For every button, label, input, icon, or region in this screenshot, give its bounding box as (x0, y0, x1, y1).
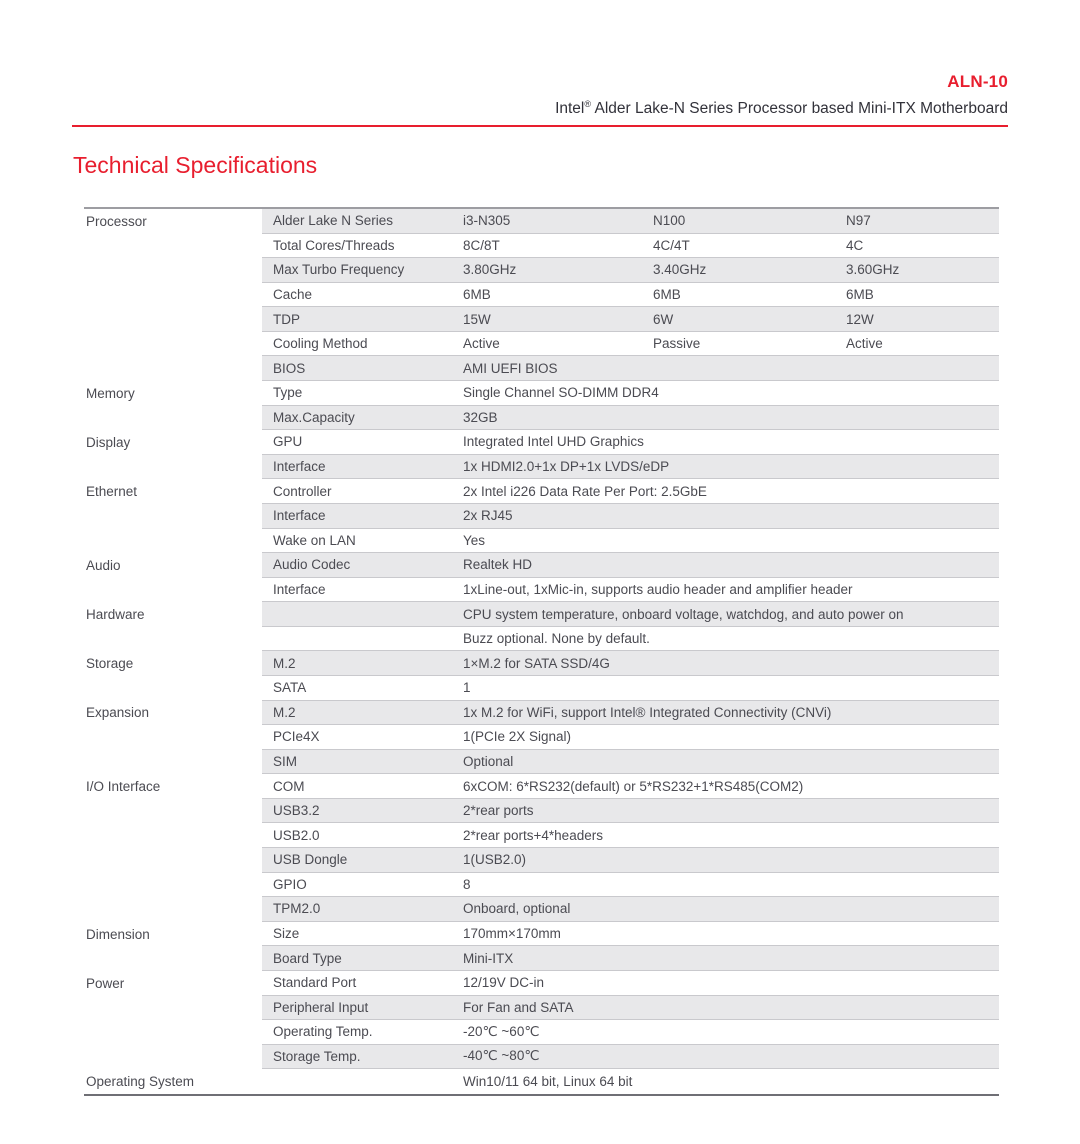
category-label (84, 356, 262, 381)
spec-item-label: Interface (273, 459, 326, 475)
spec-row-content (262, 234, 999, 259)
category-label: Hardware (84, 602, 262, 627)
category-label: Operating System (84, 1069, 262, 1094)
spec-values (455, 1045, 999, 1069)
spec-values (455, 823, 999, 847)
spec-value: 8 (463, 876, 471, 892)
spec-value: 3.60GHz (846, 262, 900, 278)
spec-value: Active (846, 336, 883, 352)
spec-item-label: SATA (273, 680, 307, 696)
category-label (84, 996, 262, 1021)
spec-item-label: Standard Port (273, 975, 357, 991)
spec-row (84, 578, 999, 603)
spec-row-content (262, 529, 999, 554)
spec-item-label: TPM2.0 (273, 901, 321, 917)
spec-value: N100 (653, 213, 686, 229)
spec-item-label: Audio Codec (273, 557, 351, 573)
spec-row (84, 332, 999, 357)
spec-row (84, 1069, 999, 1094)
spec-row-content (262, 627, 999, 652)
spec-row (84, 553, 999, 578)
spec-item-label (262, 602, 455, 626)
spec-value: 1x M.2 for WiFi, support Intel® Integrated Connectivity (CNVi) (463, 704, 832, 720)
spec-row (84, 381, 999, 406)
spec-item-label: USB3.2 (273, 803, 320, 819)
spec-item-label: Operating Temp. (273, 1024, 373, 1040)
spec-row (84, 602, 999, 627)
spec-values (455, 701, 999, 725)
spec-row-content (262, 725, 999, 750)
spec-value: 2*rear ports (463, 803, 534, 819)
spec-item-label: Storage Temp. (273, 1048, 361, 1064)
spec-row-content (262, 651, 999, 676)
spec-row-content (262, 873, 999, 898)
spec-item-label: Cache (273, 287, 313, 303)
spec-item-label: M.2 (273, 704, 296, 720)
spec-value: Passive (653, 336, 701, 352)
spec-value: AMI UEFI BIOS (463, 360, 558, 376)
header-divider (72, 125, 1008, 127)
spec-row (84, 1020, 999, 1045)
spec-row (84, 209, 999, 234)
spec-value: 1(USB2.0) (463, 852, 527, 868)
spec-row-content (262, 946, 999, 971)
category-label (84, 504, 262, 529)
spec-value: 4C/4T (653, 237, 690, 253)
category-label (84, 1045, 262, 1070)
category-label (84, 578, 262, 603)
spec-row-content (262, 332, 999, 357)
spec-item-label: USB Dongle (273, 852, 348, 868)
spec-item-label: GPU (273, 434, 303, 450)
spec-row-content (262, 848, 999, 873)
spec-row-content (262, 307, 999, 332)
spec-row-content (262, 1069, 999, 1094)
spec-value: 6MB (846, 287, 874, 303)
spec-value: Mini-ITX (463, 950, 514, 966)
spec-row-content (262, 922, 999, 947)
spec-item-label: COM (273, 778, 305, 794)
spec-value: Buzz optional. None by default. (463, 631, 650, 647)
spec-item-label (262, 1069, 455, 1094)
page-title: Technical Specifications (73, 152, 318, 178)
document-subtitle (555, 99, 1008, 118)
spec-row (84, 676, 999, 701)
spec-row-content (262, 553, 999, 578)
spec-row (84, 430, 999, 455)
spec-item-label: SIM (273, 754, 298, 769)
spec-value: 1 (463, 680, 471, 696)
category-label (84, 750, 262, 775)
spec-value: Realtek HD (463, 557, 533, 573)
spec-values (455, 234, 999, 258)
spec-values (455, 406, 999, 430)
spec-row-content (262, 750, 999, 775)
spec-item-label: Size (273, 926, 300, 942)
spec-row-content (262, 381, 999, 406)
spec-value: 6W (653, 311, 674, 327)
spec-value: Integrated Intel UHD Graphics (463, 434, 644, 450)
spec-values (455, 725, 999, 749)
spec-values (455, 455, 999, 479)
spec-value: CPU system temperature, onboard voltage, watchdog, and auto power on (463, 606, 904, 622)
category-label: Dimension (84, 922, 262, 947)
spec-row (84, 823, 999, 848)
spec-item-label: Peripheral Input (273, 999, 369, 1015)
spec-values (455, 283, 999, 307)
category-label (84, 455, 262, 480)
spec-row (84, 479, 999, 504)
spec-values (455, 676, 999, 700)
spec-item-label: Board Type (273, 950, 342, 966)
category-label: Memory (84, 381, 262, 406)
spec-row (84, 799, 999, 824)
spec-row-content (262, 823, 999, 848)
spec-value: 2*rear ports+4*headers (463, 827, 603, 843)
spec-row (84, 922, 999, 947)
spec-row (84, 406, 999, 431)
spec-value: i3-N305 (463, 213, 511, 229)
spec-row-content (262, 455, 999, 480)
spec-value: 3.80GHz (463, 262, 517, 278)
category-label: Storage (84, 651, 262, 676)
spec-value: 6MB (463, 287, 491, 303)
category-label (84, 946, 262, 971)
spec-item-label (262, 627, 455, 651)
spec-values (455, 504, 999, 528)
spec-item-label: Interface (273, 581, 326, 597)
spec-values (455, 1020, 999, 1044)
spec-row-content (262, 283, 999, 308)
spec-value: 8C/8T (463, 237, 500, 253)
category-label (84, 258, 262, 283)
spec-values (455, 430, 999, 454)
spec-item-label: BIOS (273, 360, 306, 376)
spec-values (455, 799, 999, 823)
spec-row (84, 897, 999, 922)
spec-value: 2x RJ45 (463, 508, 513, 524)
spec-row-content (262, 258, 999, 283)
spec-row (84, 848, 999, 873)
spec-values (455, 356, 999, 380)
spec-value: Onboard, optional (463, 901, 571, 917)
document-header (555, 72, 1008, 118)
category-label (84, 283, 262, 308)
category-label (84, 234, 262, 259)
spec-row-content (262, 1045, 999, 1070)
spec-row-content (262, 799, 999, 824)
spec-row (84, 504, 999, 529)
spec-value: 32GB (463, 409, 498, 425)
spec-values (455, 553, 999, 577)
spec-values (455, 922, 999, 946)
spec-item-label: TDP (273, 311, 300, 327)
spec-row (84, 234, 999, 259)
category-label (84, 627, 262, 652)
spec-item-label: Max.Capacity (273, 409, 355, 425)
spec-row (84, 873, 999, 898)
spec-value: -40℃ ~80℃ (463, 1048, 540, 1064)
spec-row (84, 651, 999, 676)
spec-row-content (262, 504, 999, 529)
category-label: Ethernet (84, 479, 262, 504)
spec-item-label: Type (273, 385, 303, 401)
spec-row (84, 996, 999, 1021)
spec-item-label: Cooling Method (273, 336, 368, 352)
category-label (84, 799, 262, 824)
spec-row (84, 701, 999, 726)
spec-row-content (262, 1020, 999, 1045)
spec-values (455, 307, 999, 331)
spec-values (455, 873, 999, 897)
spec-value: N97 (846, 213, 871, 229)
spec-value: 3.40GHz (653, 262, 707, 278)
category-label (84, 529, 262, 554)
spec-values (455, 258, 999, 282)
spec-values (455, 750, 999, 774)
category-label (84, 307, 262, 332)
category-label: Expansion (84, 701, 262, 726)
spec-value: 170mm×170mm (463, 926, 561, 942)
spec-values (455, 578, 999, 602)
spec-item-label: Interface (273, 508, 326, 524)
spec-row (84, 356, 999, 381)
spec-row (84, 258, 999, 283)
spec-row-content (262, 356, 999, 381)
category-label: Audio (84, 553, 262, 578)
spec-values (455, 651, 999, 675)
spec-item-label: Total Cores/Threads (273, 237, 395, 253)
spec-value: 1×M.2 for SATA SSD/4G (463, 655, 610, 671)
spec-item-label: Alder Lake N Series (273, 213, 394, 229)
spec-item-label: M.2 (273, 655, 296, 671)
category-label (84, 406, 262, 431)
spec-values (455, 602, 999, 626)
spec-value: 2x Intel i226 Data Rate Per Port: 2.5GbE (463, 483, 707, 499)
spec-row (84, 750, 999, 775)
spec-value: Optional (463, 754, 514, 769)
spec-row (84, 455, 999, 480)
spec-value: 1xLine-out, 1xMic-in, supports audio header and amplifier header (463, 581, 853, 597)
category-label (84, 848, 262, 873)
spec-row (84, 1045, 999, 1070)
spec-row (84, 529, 999, 554)
spec-values (455, 479, 999, 503)
spec-value: 1(PCIe 2X Signal) (463, 729, 572, 745)
spec-row (84, 725, 999, 750)
spec-item-label: Wake on LAN (273, 532, 356, 548)
spec-table (84, 207, 999, 1096)
spec-value: 12W (846, 311, 874, 327)
spec-row-content (262, 897, 999, 922)
spec-row-content (262, 971, 999, 996)
model-name: ALN-10 (947, 72, 1008, 91)
spec-row-content (262, 479, 999, 504)
category-label (84, 1020, 262, 1045)
spec-values (455, 946, 999, 970)
spec-values (455, 332, 999, 356)
spec-row-content (262, 701, 999, 726)
category-label: Display (84, 430, 262, 455)
category-label (84, 676, 262, 701)
spec-values (455, 529, 999, 553)
category-label: Power (84, 971, 262, 996)
spec-item-label: USB2.0 (273, 827, 320, 843)
spec-item-label: PCIe4X (273, 729, 320, 745)
category-label (84, 897, 262, 922)
spec-row-content (262, 430, 999, 455)
spec-value: 15W (463, 311, 491, 327)
category-label (84, 725, 262, 750)
spec-value: For Fan and SATA (463, 999, 574, 1015)
spec-item-label: Max Turbo Frequency (273, 262, 405, 278)
spec-values (455, 209, 999, 233)
spec-value: 6xCOM: 6*RS232(default) or 5*RS232+1*RS485(COM2) (463, 778, 804, 794)
spec-value: 1x HDMI2.0+1x DP+1x LVDS/eDP (463, 459, 670, 475)
spec-row (84, 307, 999, 332)
spec-value: 12/19V DC-in (463, 975, 545, 991)
spec-row (84, 946, 999, 971)
spec-value: Yes (463, 532, 486, 548)
spec-row-content (262, 406, 999, 431)
spec-value: 4C (846, 237, 864, 253)
spec-row-content (262, 996, 999, 1021)
category-label: Processor (84, 209, 262, 234)
spec-values (455, 381, 999, 405)
spec-row (84, 283, 999, 308)
spec-value: Single Channel SO-DIMM DDR4 (463, 385, 659, 401)
spec-values (455, 1069, 999, 1094)
spec-value: Win10/11 64 bit, Linux 64 bit (463, 1074, 633, 1090)
spec-row (84, 774, 999, 799)
spec-row (84, 627, 999, 652)
spec-row-content (262, 602, 999, 627)
spec-row-content (262, 578, 999, 603)
category-label (84, 332, 262, 357)
spec-value: -20℃ ~60℃ (463, 1023, 540, 1039)
spec-item-label: Controller (273, 483, 332, 499)
spec-row-content (262, 676, 999, 701)
spec-row-content (262, 774, 999, 799)
spec-values (455, 774, 999, 798)
spec-values (455, 627, 999, 651)
category-label (84, 823, 262, 848)
registered-mark: ® (584, 99, 592, 109)
subtitle-rest: Alder Lake-N Series Processor based Mini-ITX Motherboard (591, 100, 1008, 118)
category-label: I/O Interface (84, 774, 262, 799)
spec-value: Active (463, 336, 500, 352)
spec-item-label: GPIO (273, 876, 307, 892)
spec-value: 6MB (653, 287, 681, 303)
spec-row-content (262, 209, 999, 234)
spec-values (455, 996, 999, 1020)
category-label (84, 873, 262, 898)
spec-row (84, 971, 999, 996)
spec-values (455, 848, 999, 872)
subtitle-brand: Intel (555, 100, 585, 118)
spec-values (455, 897, 999, 921)
spec-values (455, 971, 999, 995)
